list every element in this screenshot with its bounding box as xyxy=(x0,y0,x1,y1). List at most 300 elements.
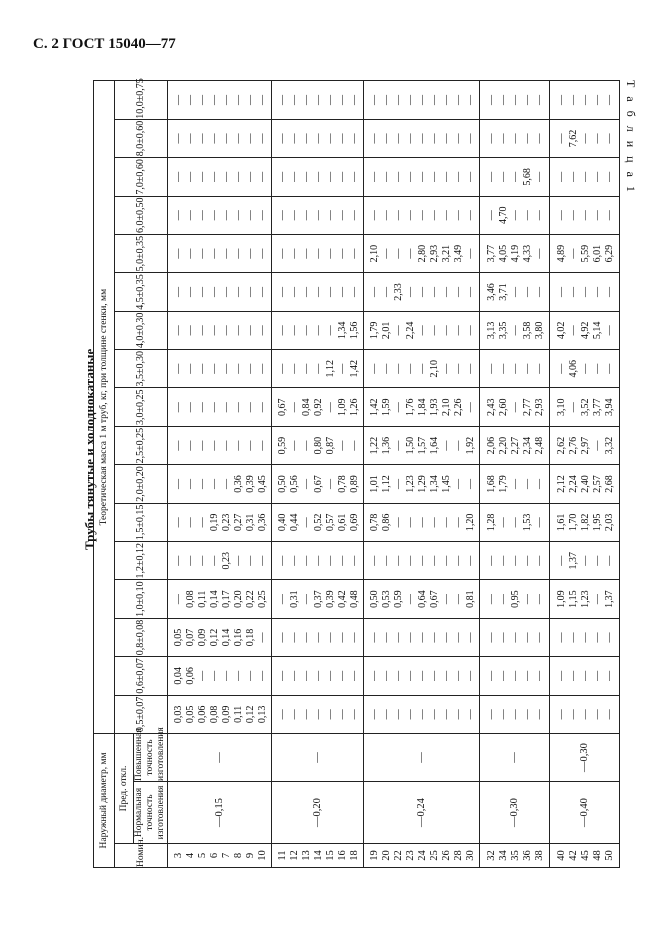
mass-cell xyxy=(480,158,550,196)
mass-value: — xyxy=(256,248,268,259)
mass-value: — xyxy=(392,171,404,182)
mass-value: 0,09 xyxy=(196,628,208,647)
mass-value: — xyxy=(555,287,567,298)
mass-value: 0,50 xyxy=(368,590,380,608)
normal-deviation-cell: —0,30 xyxy=(480,782,550,844)
table-row xyxy=(364,81,480,868)
mass-cell xyxy=(272,426,364,464)
nominal-diameter-value: 12 xyxy=(288,850,300,861)
mass-value: — xyxy=(220,363,232,374)
mass-value: — xyxy=(244,171,256,182)
mass-value: — xyxy=(521,670,533,681)
mass-value: — xyxy=(244,210,256,221)
wall-thickness-header: 0,8±0,08 xyxy=(115,618,168,656)
mass-value: — xyxy=(208,478,220,489)
mass-value: — xyxy=(416,287,428,298)
mass-value: 6,29 xyxy=(603,244,615,263)
mass-value: 0,86 xyxy=(380,513,392,532)
mass-value: 1,50 xyxy=(404,436,416,455)
mass-value: 0,42 xyxy=(336,590,348,608)
nominal-diameter-cell xyxy=(168,844,272,868)
mass-value: — xyxy=(416,555,428,566)
mass-value: 0,69 xyxy=(348,513,360,532)
mass-value: 0,67 xyxy=(428,590,440,608)
mass-value: — xyxy=(312,709,324,720)
nominal-diameter-value: 30 xyxy=(464,850,476,861)
mass-value: — xyxy=(368,133,380,144)
mass-value: — xyxy=(533,632,545,643)
mass-value: — xyxy=(452,210,464,221)
nominal-diameter-cell xyxy=(364,844,480,868)
mass-value: — xyxy=(603,632,615,643)
mass-value: — xyxy=(276,555,288,566)
mass-value: 0,14 xyxy=(220,628,232,647)
mass-cell xyxy=(550,695,620,733)
mass-value: — xyxy=(172,517,184,528)
mass-cell xyxy=(364,618,480,656)
mass-cell xyxy=(480,350,550,388)
mass-value: 0,03 xyxy=(172,705,184,724)
mass-cell xyxy=(550,657,620,695)
mass-value: — xyxy=(533,555,545,566)
mass-cell xyxy=(550,580,620,618)
mass-value: — xyxy=(312,210,324,221)
mass-value: 2,01 xyxy=(380,321,392,340)
mass-value: — xyxy=(172,440,184,451)
mass-value: — xyxy=(428,632,440,643)
nominal-diameter-value: 23 xyxy=(404,850,416,861)
mass-value: — xyxy=(533,171,545,182)
mass-value: — xyxy=(464,632,476,643)
mass-value: — xyxy=(509,287,521,298)
mass-value: 0,81 xyxy=(464,590,476,608)
mass-value: — xyxy=(312,363,324,374)
mass-value: — xyxy=(404,363,416,374)
mass-value: — xyxy=(208,670,220,681)
mass-value: — xyxy=(392,363,404,374)
mass-value: — xyxy=(232,555,244,566)
mass-cell xyxy=(480,311,550,349)
mass-value: 2,93 xyxy=(533,398,545,416)
mass-value: — xyxy=(220,248,232,259)
mass-value: — xyxy=(348,210,360,221)
nominal-diameter-value: 8 xyxy=(232,852,244,859)
mass-cell xyxy=(364,350,480,388)
nominal-diameter-value: 11 xyxy=(276,850,288,861)
mass-value: — xyxy=(196,478,208,489)
mass-cell xyxy=(364,542,480,580)
mass-cell xyxy=(168,196,272,234)
mass-value: — xyxy=(416,210,428,221)
mass-value: 1,95 xyxy=(591,513,603,532)
increased-deviation-cell: —0,30 xyxy=(550,734,620,782)
wall-thickness-header: 2,0±0,20 xyxy=(115,465,168,503)
mass-value: — xyxy=(440,325,452,336)
mass-cell xyxy=(364,695,480,733)
mass-value: — xyxy=(220,325,232,336)
nominal-diameter-value: 16 xyxy=(336,850,348,861)
mass-value: — xyxy=(404,210,416,221)
mass-value: — xyxy=(603,670,615,681)
mass-value: — xyxy=(404,517,416,528)
mass-value: — xyxy=(276,670,288,681)
mass-value: — xyxy=(485,210,497,221)
mass-value: — xyxy=(300,248,312,259)
mass-value: — xyxy=(603,95,615,106)
mass-value: — xyxy=(416,95,428,106)
mass-value: — xyxy=(464,555,476,566)
mass-value: 0,13 xyxy=(256,705,268,724)
mass-cell xyxy=(364,503,480,541)
mass-value: 2,10 xyxy=(428,360,440,378)
mass-value: — xyxy=(452,555,464,566)
mass-cell xyxy=(550,234,620,272)
mass-value: 4,05 xyxy=(497,244,509,263)
mass-value: — xyxy=(404,709,416,720)
mass-value: 1,01 xyxy=(368,475,380,493)
mass-value: — xyxy=(452,287,464,298)
mass-value: — xyxy=(464,210,476,221)
mass-cell xyxy=(364,465,480,503)
nominal-diameter-value: 42 xyxy=(567,850,579,861)
mass-value: 0,80 xyxy=(312,436,324,455)
mass-value: — xyxy=(276,287,288,298)
mass-value: — xyxy=(208,133,220,144)
mass-value: — xyxy=(196,287,208,298)
mass-value: — xyxy=(244,95,256,106)
nominal-diameter-cell xyxy=(480,844,550,868)
mass-value: — xyxy=(324,210,336,221)
mass-cell xyxy=(168,273,272,311)
mass-value: 4,02 xyxy=(555,321,567,340)
mass-value: — xyxy=(288,632,300,643)
mass-cell xyxy=(272,657,364,695)
mass-value: — xyxy=(312,632,324,643)
mass-value: — xyxy=(244,555,256,566)
mass-value: — xyxy=(380,95,392,106)
mass-value: 3,77 xyxy=(591,398,603,416)
mass-cell xyxy=(364,426,480,464)
mass-value: — xyxy=(348,171,360,182)
mass-value: — xyxy=(172,133,184,144)
mass-value: — xyxy=(348,287,360,298)
mass-value: 1,34 xyxy=(336,321,348,340)
limit-deviation-header: Пред. откл. xyxy=(115,734,134,844)
mass-value: — xyxy=(324,171,336,182)
mass-value: — xyxy=(497,632,509,643)
mass-cell xyxy=(272,158,364,196)
mass-value: 0,08 xyxy=(208,705,220,724)
mass-value: 1,23 xyxy=(579,590,591,608)
mass-value: — xyxy=(256,670,268,681)
mass-value: — xyxy=(172,555,184,566)
mass-value: 1,82 xyxy=(579,513,591,532)
mass-cell xyxy=(550,350,620,388)
mass-value: 1,37 xyxy=(567,552,579,570)
nominal-diameter-cell xyxy=(272,844,364,868)
mass-value: — xyxy=(452,363,464,374)
mass-value: 2,77 xyxy=(521,398,533,416)
mass-value: — xyxy=(440,709,452,720)
mass-value: 0,45 xyxy=(256,475,268,493)
wall-thickness-header: 3,0±0,25 xyxy=(115,388,168,426)
wall-thickness-header: 1,2±0,12 xyxy=(115,542,168,580)
mass-cell xyxy=(550,426,620,464)
mass-value: 2,03 xyxy=(603,513,615,532)
mass-value: — xyxy=(533,133,545,144)
mass-cell xyxy=(550,196,620,234)
mass-value: — xyxy=(256,210,268,221)
mass-cell xyxy=(480,580,550,618)
table-row xyxy=(480,81,550,868)
mass-value: — xyxy=(300,363,312,374)
mass-value: 4,06 xyxy=(567,360,579,378)
mass-value: 0,16 xyxy=(232,628,244,647)
mass-value: 0,59 xyxy=(276,436,288,455)
mass-cell xyxy=(272,196,364,234)
mass-value: — xyxy=(555,133,567,144)
mass-value: — xyxy=(452,325,464,336)
mass-cell xyxy=(364,81,480,119)
mass-value: — xyxy=(276,171,288,182)
mass-value: — xyxy=(300,478,312,489)
mass-value: — xyxy=(428,709,440,720)
mass-value: 0,31 xyxy=(288,590,300,608)
nominal-diameter-value: 4 xyxy=(184,852,196,859)
mass-value: 1,37 xyxy=(603,590,615,608)
mass-value: — xyxy=(533,594,545,605)
mass-value: — xyxy=(464,171,476,182)
mass-value: 0,53 xyxy=(380,590,392,608)
mass-value: — xyxy=(521,363,533,374)
mass-value: 0,78 xyxy=(368,513,380,532)
mass-value: — xyxy=(276,594,288,605)
mass-value: — xyxy=(591,670,603,681)
mass-value: — xyxy=(336,670,348,681)
mass-value: — xyxy=(232,210,244,221)
mass-value: — xyxy=(208,440,220,451)
mass-value: — xyxy=(533,248,545,259)
wall-thickness-header: 5,0±0,35 xyxy=(115,234,168,272)
mass-value: — xyxy=(232,325,244,336)
mass-value: — xyxy=(220,210,232,221)
mass-value: 0,08 xyxy=(184,590,196,608)
mass-value: — xyxy=(404,287,416,298)
mass-value: — xyxy=(452,440,464,451)
mass-cell xyxy=(168,695,272,733)
mass-value: — xyxy=(208,248,220,259)
mass-value: — xyxy=(324,325,336,336)
mass-value: 2,26 xyxy=(452,398,464,416)
mass-value: 3,13 xyxy=(485,321,497,340)
mass-cell xyxy=(480,503,550,541)
mass-value: 0,67 xyxy=(312,475,324,493)
mass-value: — xyxy=(392,478,404,489)
mass-value: — xyxy=(533,287,545,298)
mass-value: 7,62 xyxy=(567,129,579,148)
mass-value: 1,15 xyxy=(567,590,579,608)
mass-value: — xyxy=(509,670,521,681)
mass-value: — xyxy=(232,402,244,413)
mass-value: — xyxy=(567,248,579,259)
wall-thickness-header: 1,5±0,15 xyxy=(115,503,168,541)
mass-value: — xyxy=(208,555,220,566)
mass-value: — xyxy=(497,555,509,566)
mass-value: 1,42 xyxy=(348,360,360,378)
nominal-diameter-value: 35 xyxy=(509,850,521,861)
mass-value: — xyxy=(172,594,184,605)
mass-value: 2,93 xyxy=(428,244,440,263)
mass-value: — xyxy=(368,632,380,643)
mass-value: — xyxy=(184,210,196,221)
mass-value: — xyxy=(288,133,300,144)
mass-value: — xyxy=(603,709,615,720)
mass-value: — xyxy=(184,555,196,566)
mass-value: — xyxy=(392,555,404,566)
mass-value: — xyxy=(521,95,533,106)
mass-value: — xyxy=(172,478,184,489)
mass-value: 0,67 xyxy=(276,398,288,416)
mass-cell xyxy=(364,158,480,196)
mass-value: 0,23 xyxy=(220,513,232,532)
mass-value: 0,31 xyxy=(244,513,256,532)
increased-deviation-cell: — xyxy=(480,734,550,782)
mass-value: — xyxy=(324,133,336,144)
mass-value: — xyxy=(312,95,324,106)
mass-value: — xyxy=(196,325,208,336)
mass-value: — xyxy=(196,440,208,451)
wall-thickness-header: 10,0±0,75 xyxy=(115,81,168,119)
mass-value: 1,26 xyxy=(348,398,360,416)
mass-value: 2,40 xyxy=(579,475,591,493)
mass-value: — xyxy=(497,517,509,528)
nominal-diameter-value: 32 xyxy=(485,850,497,861)
mass-value: — xyxy=(603,210,615,221)
table-label: Т а б л и ц а 1 xyxy=(624,80,638,195)
mass-value: 4,19 xyxy=(509,244,521,263)
mass-value: — xyxy=(452,478,464,489)
mass-value: — xyxy=(464,287,476,298)
nominal-diameter-value: 18 xyxy=(348,850,360,861)
mass-value: — xyxy=(533,478,545,489)
mass-value: — xyxy=(172,95,184,106)
mass-value: 2,60 xyxy=(497,398,509,416)
mass-value: — xyxy=(521,594,533,605)
mass-value: — xyxy=(579,133,591,144)
mass-cell xyxy=(272,465,364,503)
mass-value: 2,48 xyxy=(533,436,545,455)
mass-value: — xyxy=(288,95,300,106)
mass-value: — xyxy=(324,709,336,720)
theoretical-mass-header: Теоретическая масса 1 м труб, кг, при толщине стенки, мм xyxy=(94,81,115,734)
mass-value: — xyxy=(579,287,591,298)
mass-value: — xyxy=(509,517,521,528)
mass-value: — xyxy=(220,478,232,489)
mass-value: 1,34 xyxy=(428,475,440,493)
mass-value: — xyxy=(300,517,312,528)
nominal-diameter-value: 19 xyxy=(368,850,380,861)
mass-value: — xyxy=(497,171,509,182)
mass-value: — xyxy=(276,248,288,259)
mass-value: — xyxy=(509,363,521,374)
mass-value: — xyxy=(392,402,404,413)
mass-value: — xyxy=(591,133,603,144)
mass-value: — xyxy=(276,363,288,374)
mass-value: — xyxy=(509,95,521,106)
mass-value: 1,93 xyxy=(428,398,440,416)
mass-value: — xyxy=(172,171,184,182)
mass-value: — xyxy=(300,555,312,566)
mass-value: — xyxy=(300,325,312,336)
mass-value: — xyxy=(555,95,567,106)
mass-value: 1,68 xyxy=(485,475,497,493)
mass-value: 2,68 xyxy=(603,475,615,493)
mass-value: — xyxy=(392,325,404,336)
wall-thickness-header: 3,5±0,30 xyxy=(115,350,168,388)
nominal-diameter-value: 45 xyxy=(579,850,591,861)
mass-value: — xyxy=(440,363,452,374)
mass-value: 0,50 xyxy=(276,475,288,493)
mass-value: — xyxy=(452,594,464,605)
mass-cell xyxy=(550,273,620,311)
mass-value: — xyxy=(288,709,300,720)
mass-value: — xyxy=(244,670,256,681)
mass-value: 1,29 xyxy=(416,475,428,493)
rotated-table-frame xyxy=(93,78,615,868)
mass-value: 0,44 xyxy=(288,513,300,532)
mass-cell xyxy=(168,503,272,541)
mass-cell xyxy=(550,119,620,157)
mass-value: — xyxy=(300,632,312,643)
mass-cell xyxy=(480,695,550,733)
mass-value: — xyxy=(348,709,360,720)
nominal-header: Номин. xyxy=(115,844,168,868)
mass-value: — xyxy=(509,478,521,489)
mass-value: — xyxy=(452,95,464,106)
mass-value: 0,12 xyxy=(208,628,220,647)
mass-value: — xyxy=(196,95,208,106)
mass-value: — xyxy=(324,248,336,259)
mass-value: — xyxy=(288,171,300,182)
mass-value: — xyxy=(324,95,336,106)
mass-value: 0,05 xyxy=(184,705,196,724)
mass-value: 3,77 xyxy=(485,244,497,263)
mass-value: — xyxy=(300,95,312,106)
mass-value: — xyxy=(555,171,567,182)
mass-value: — xyxy=(392,632,404,643)
mass-value: — xyxy=(336,171,348,182)
mass-value: 1,45 xyxy=(440,475,452,493)
normal-accuracy-header: Нормальная точность изготовления xyxy=(134,782,168,844)
mass-value: — xyxy=(336,363,348,374)
nominal-diameter-value: 28 xyxy=(452,850,464,861)
mass-value: — xyxy=(244,402,256,413)
mass-value: 0,04 xyxy=(172,667,184,685)
mass-cell xyxy=(272,695,364,733)
mass-value: — xyxy=(336,287,348,298)
mass-value: — xyxy=(380,632,392,643)
mass-value: — xyxy=(220,95,232,106)
mass-value: — xyxy=(172,210,184,221)
mass-value: 0,56 xyxy=(288,475,300,493)
mass-value: — xyxy=(591,555,603,566)
mass-cell xyxy=(272,350,364,388)
mass-cell xyxy=(364,388,480,426)
mass-value: — xyxy=(208,402,220,413)
mass-value: — xyxy=(521,133,533,144)
mass-value: — xyxy=(497,95,509,106)
mass-value: — xyxy=(196,555,208,566)
